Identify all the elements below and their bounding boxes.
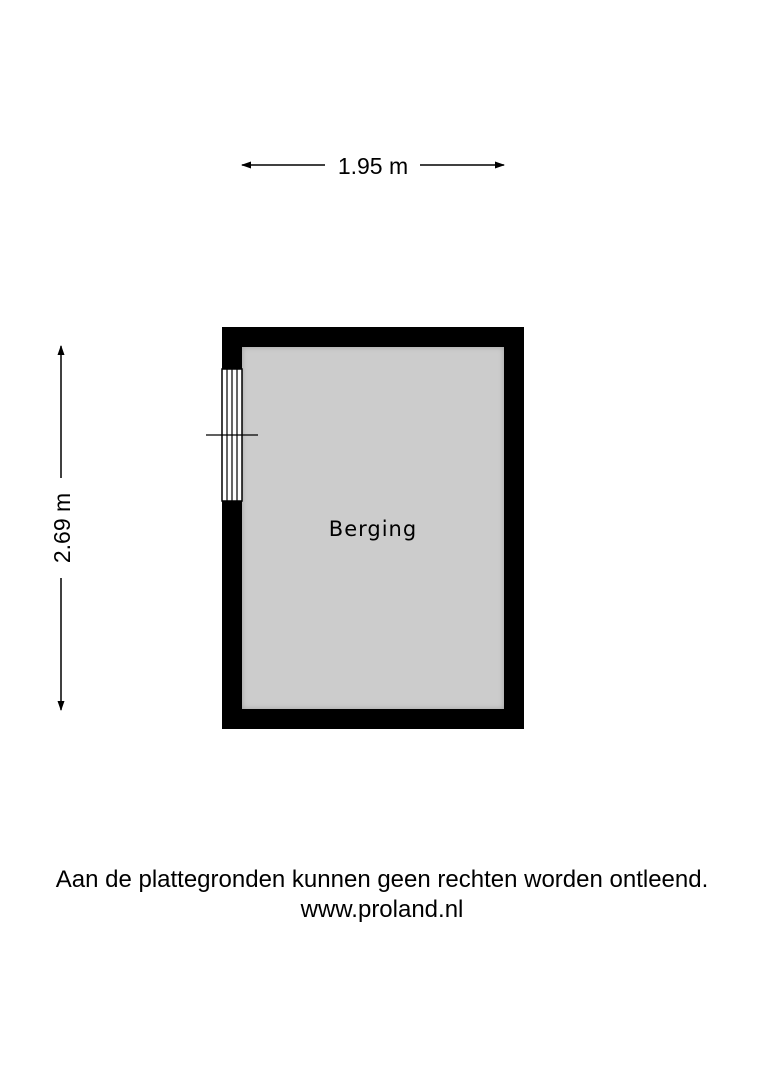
height-dimension-label: 2.69 m xyxy=(49,492,75,564)
room xyxy=(206,327,524,729)
height-dimension xyxy=(49,346,75,710)
room-label: Berging xyxy=(328,517,418,541)
width-dimension-label: 1.95 m xyxy=(337,153,409,179)
disclaimer-text: Aan de plattegronden kunnen geen rechten worden ontleend. xyxy=(55,866,709,893)
width-dimension xyxy=(242,153,504,179)
website-link[interactable]: www.proland.nl xyxy=(300,896,464,923)
